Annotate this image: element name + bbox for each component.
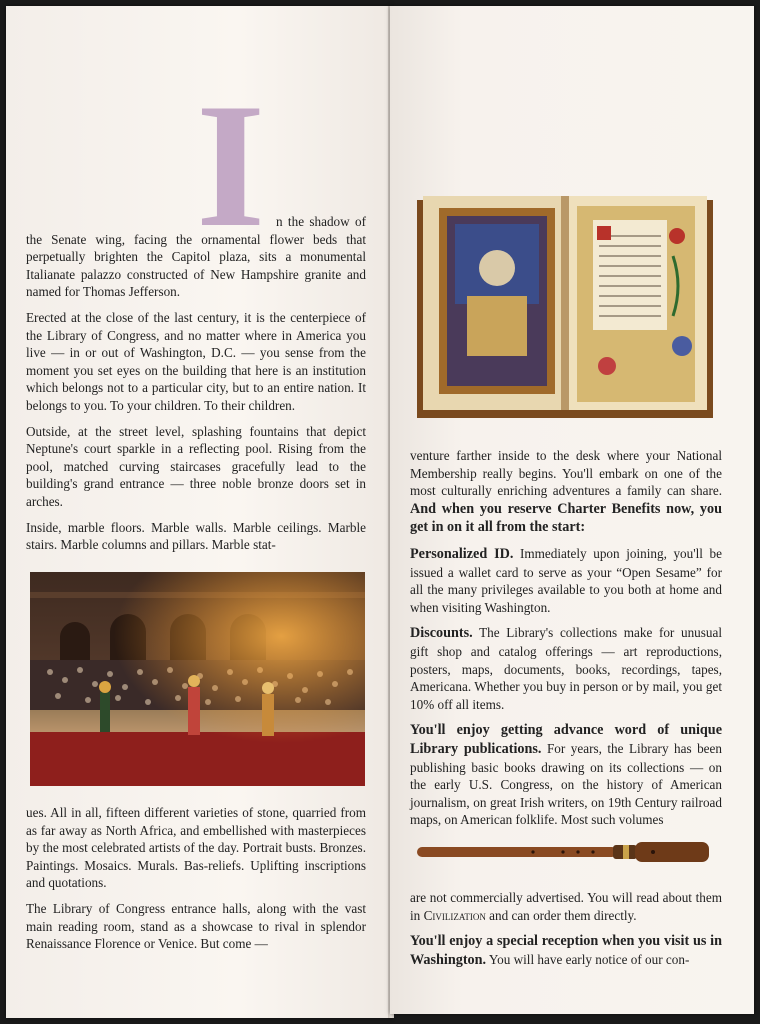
discounts-lead: Discounts. bbox=[410, 625, 473, 642]
paragraph-text: For years, the Library has been publishing basic books drawing on its collections — on the early U.S. Congress, on the history of American journalism, on great Irish writers, on 19th Century railroad maps, on American folklife. Most such volumes bbox=[410, 740, 722, 828]
paragraph: ues. All in all, fifteen different varieties of stone, quarried from as far away as North Africa, and embellished with masterpieces by the most celebrated artists of the day. Portrait busts. Bronzes. Paintings. Mosaics. Murals. Bas-reliefs. Uplifting inscriptions and quotations. bbox=[26, 805, 366, 891]
paragraph: Erected at the close of the last century, it is the centerpiece of the Library of Congress, and no matter where in America you live — in or out of Washington, D.C. — you sense from the moment you set eyes on the building that here is an institution which belongs not to a particular city, but to an entire nation. It belongs to you. To your children. To their children. bbox=[26, 309, 366, 413]
courtyard-performance-photo bbox=[30, 572, 365, 786]
left-page bbox=[6, 6, 392, 1018]
paragraph-text: Immediately upon joining, you'll be issued a wallet card to serve as your “Open Sesame” for all the many privileges available to you both at home and when visiting Washington. bbox=[410, 545, 722, 615]
right-page bbox=[390, 6, 754, 1014]
paragraph-text: venture farther inside to the desk where your National Membership really begins. You'll embark on one of the most culturally enriching adventures a family can share. bbox=[410, 448, 722, 499]
right-text-top bbox=[410, 447, 722, 837]
paragraph bbox=[410, 624, 722, 713]
right-text-bottom bbox=[410, 889, 722, 977]
recorder-instrument-photo bbox=[413, 836, 713, 866]
paragraph bbox=[410, 447, 722, 537]
paragraph-text: are not commercially advertised. You will read about them in bbox=[410, 890, 722, 923]
paragraph: n the shadow of the Senate wing, facing the ornamental flower beds that perpetually brighten the Capitol plaza, sits a monumental Italianate palazzo constructed of New Hampshire granite and named for Thomas Jefferson. bbox=[26, 214, 366, 300]
civilization-title: Civilization bbox=[423, 907, 486, 923]
drop-cap: I bbox=[196, 66, 266, 264]
paragraph-text: and can order them directly. bbox=[485, 907, 637, 923]
paragraph bbox=[410, 545, 722, 616]
paragraph bbox=[410, 889, 722, 924]
reception-lead: You'll enjoy a special reception when you visit us in Washington. bbox=[410, 933, 722, 968]
paragraph: The Library of Congress entrance halls, along with the vast main reading room, stand as a showcase to rival in splendor Renaissance Florence or Venice. But come — bbox=[26, 900, 366, 952]
left-text-top bbox=[26, 213, 366, 562]
personalized-id-lead: Personalized ID. bbox=[410, 545, 514, 562]
paragraph: Inside, marble floors. Marble walls. Marble ceilings. Marble stairs. Marble columns and pillars. Marble stat- bbox=[26, 519, 366, 553]
illuminated-manuscript-photo bbox=[417, 196, 713, 418]
charter-benefits-lead: And when you reserve Charter Benefits now, you get in on it all from the start: bbox=[410, 500, 722, 536]
publications-lead: You'll enjoy getting advance word of unique Library publications. bbox=[410, 722, 722, 757]
paragraph bbox=[410, 932, 722, 969]
paragraph-text: The Library's collections make for unusual gift shop and catalog offerings — art reproductions, posters, maps, documents, books, recordings, tapes, Americana. Whether you buy in person or by mail, you get 10% off all items. bbox=[410, 625, 722, 712]
left-text-bottom bbox=[26, 804, 366, 961]
paragraph-text: You will have early notice of our con- bbox=[486, 951, 690, 967]
paragraph: Outside, at the street level, splashing fountains that depict Neptune's court sparkle in a reflecting pool. Rising from the pool, matched curving staircases gracefully lead to the building's grand entrance — three noble bronze doors set in arches. bbox=[26, 423, 366, 509]
paragraph bbox=[410, 721, 722, 829]
